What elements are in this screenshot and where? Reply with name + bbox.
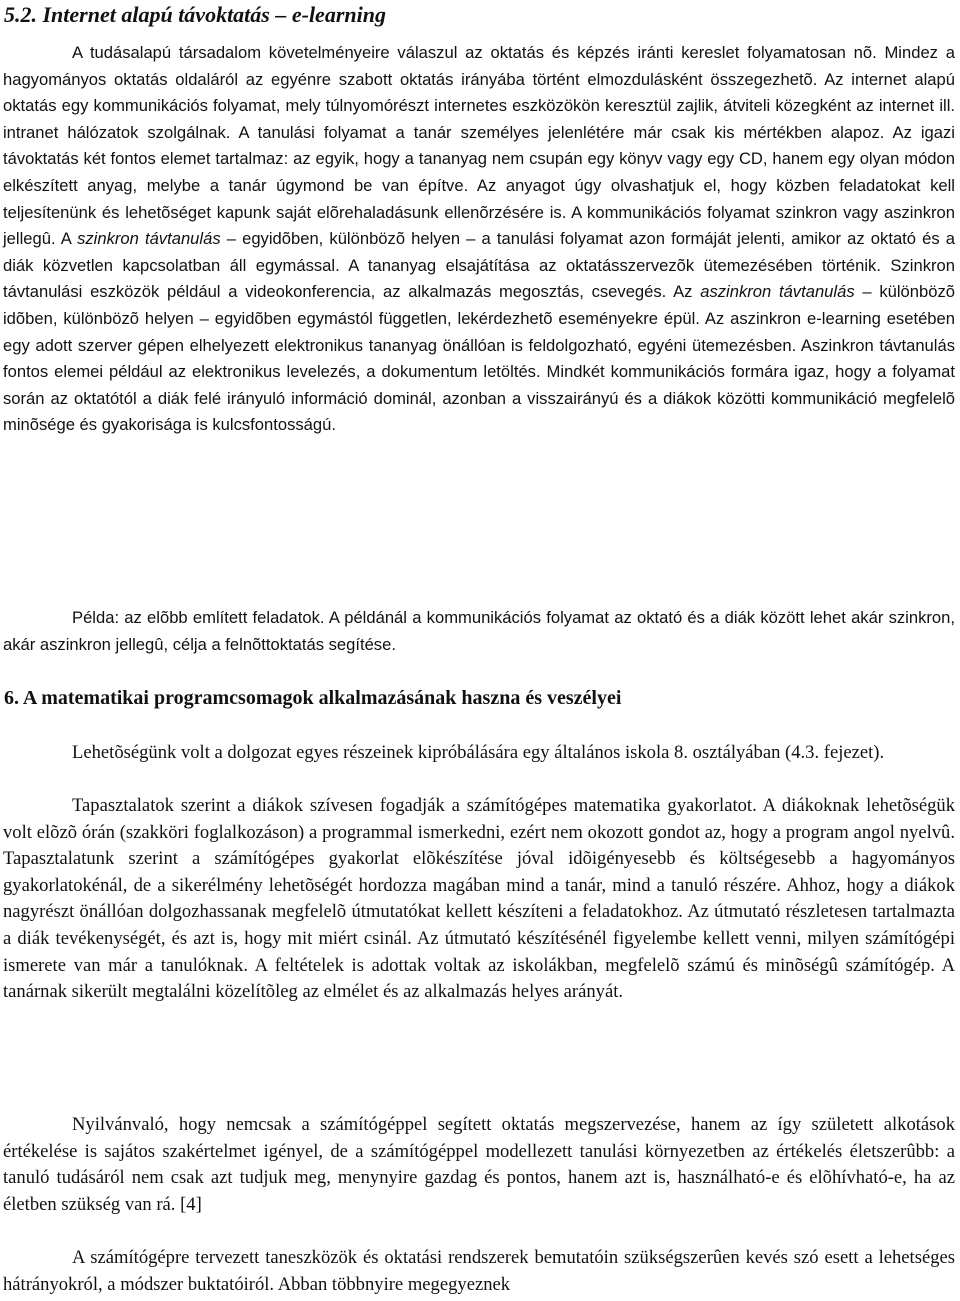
section-heading-math-software: 6. A matematikai programcsomagok alkalmazásának haszna és veszélyei	[4, 687, 622, 709]
paragraph-evaluation: Nyilvánvaló, hogy nemcsak a számítógéppel segített oktatás megszervezése, hanem az így született alkotások értékelése is sajátos szakértelmet igényel, de a számítógéppel modellezett tanulási környezetben az értékelés életszerûbb: a tanuló tudásáról nem csak azt tudjuk meg, menynyire gazdag és pontos, hanem azt is, használható-e és elõhívható-e, ha az életben szükség van rá. [4]	[3, 1114, 955, 1215]
paragraph-text: – egyidõben, különbözõ helyen – a tanulási folyamat azon formáját jelenti, amikor az oktató és a diák közvetlen kapcsolatban áll egymással. A tananyag elsajátítása az oktatásszervezõk ütemezésében történik. Szinkron távtanulási eszközök például a videokonferencia, az alkalmazás megosztás, csevegés. Az	[3, 229, 955, 302]
paragraph-example: Példa: az elõbb említett feladatok. A példánál a kommunikációs folyamat az oktató és a diák között lehet akár szinkron, akár aszinkron jellegû, célja a felnõttoktatás segítése.	[3, 608, 955, 654]
paragraph-drawbacks: A számítógépre tervezett taneszközök és oktatási rendszerek bemutatóin szükségszerûen kevés szó esett a lehetséges hátrányokról, a módszer buktatóiról. Abban többnyire megegyeznek	[3, 1247, 955, 1295]
paragraph-trial: Lehetõségünk volt a dolgozat egyes részeinek kipróbálására egy általános iskola 8. osztályában (4.3. fejezet).	[72, 742, 885, 763]
paragraph-text: – különbözõ idõben, különbözõ helyen – egyidõben egymástól független, lekérdezhetõ eseményekre épül. Az aszinkron e-learning esetében egy adott szerver gépen elhelyezett elektronikus tananyag önállóan is feldolgozható, egyéni ütemezésben. Aszinkron távtanulás fontos elemei például az elektronikus levelezés, a dokumentum letöltés. Mindkét kommunikációs formára igaz, hogy a folyamat során az oktatótól a diák felé irányuló információ dominál, azonban a visszairányú és a diákok közötti kommunikáció megfelelõ minõsége és gyakorisága is kulcsfontosságú.	[3, 282, 955, 435]
paragraph-e-learning-intro	[3, 40, 955, 439]
paragraph-text: A tudásalapú társadalom követelményeire válaszul az oktatás és képzés iránti kereslet folyamatosan nõ. Mindez a hagyományos oktatás oldaláról az egyénre szabott oktatás irányába történt elmozdulásként összegezhetõ. Az internet alapú oktatás egy kommunikációs folyamat, mely túlnyomórészt internetes eszközökön keresztül zajlik, átviteli közegként az internet ill. intranet hálózatok szolgálnak. A tanulási folyamat a tanár személyes jelenlétére már csak kis mértékben alapoz. Az igazi távoktatás két fontos elemet tartalmaz: az egyik, hogy a tananyag nem csupán egy könyv vagy egy CD, hanem egy olyan módon elkészített anyag, melybe a tanár úgymond be van építve. Az anyagot úgy olvashatjuk el, hogy közben feladatokat kell teljesítenünk és lehetõséget kapunk saját elõrehaladásunk ellenõrzésére is. A kommunikációs folyamat szinkron vagy aszinkron jellegû. A	[3, 43, 955, 249]
term-async-learning: aszinkron távtanulás	[700, 282, 855, 302]
section-heading-e-learning: 5.2. Internet alapú távoktatás – e-learning	[4, 2, 386, 27]
term-sync-learning: szinkron távtanulás	[77, 229, 221, 249]
paragraph-experience: Tapasztalatok szerint a diákok szívesen fogadják a számítógépes matematika gyakorlatot. A diákoknak lehetõségük volt elõzõ órán (szakköri foglalkozáson) a programmal ismerkedni, ezért nem okozott gondot az, hogy a program angol nyelvû. Tapasztalatunk szerint a számítógépes gyakorlat elõkészítése jóval idõigényesebb és költségesebb a hagyományos gyakorlatokénál, de a sikerélmény lehetõségét hordozza magában mind a tanár, mind a tanuló részére. Ahhoz, hogy a diákok nagyrészt önállóan dolgozhassanak megfelelõ útmutatókat kellett készíteni a feladatokhoz. Az útmutató részletesen tartalmazta a diák tevékenységét, és azt is, hogy mit miért csinál. Az útmutató készítésénél figyelembe kellett venni, milyen számítógépi ismerete van már a tanulóknak. A feltételek is adottak voltak az iskolákban, megfelelõ számú és minõségû számítógép. A tanárnak sikerült megtalálni közelítõleg az elmélet és az alkalmazás helyes arányát.	[3, 795, 955, 1003]
